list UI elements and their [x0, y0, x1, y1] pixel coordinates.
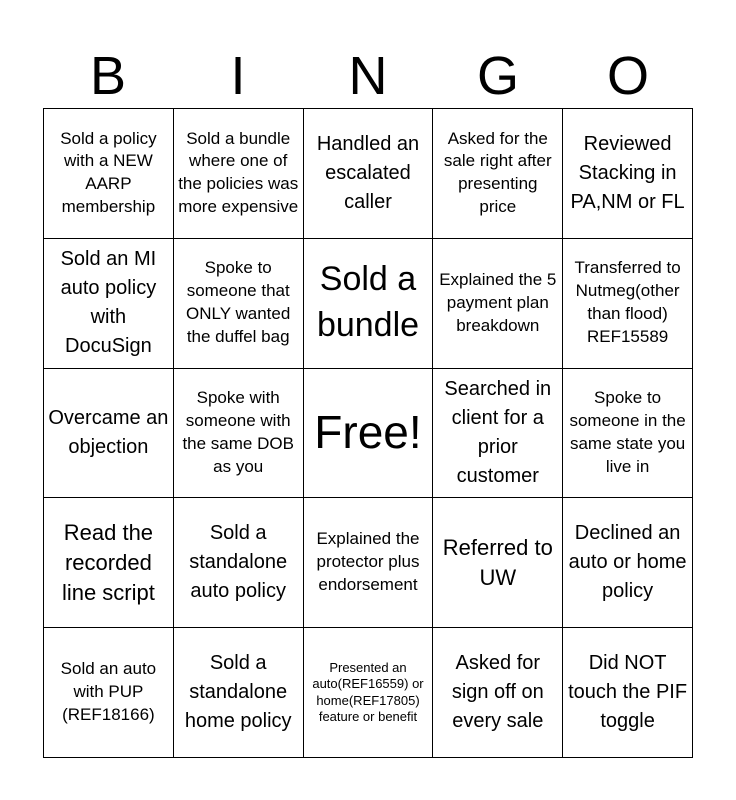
bingo-cell-r2-c5[interactable] — [563, 239, 693, 369]
bingo-cell-r3-c4[interactable] — [433, 369, 563, 499]
bingo-cell-r4-c4[interactable] — [433, 498, 563, 628]
cell-text: Presented an auto(REF16559) or home(REF17805) feature or benefit — [312, 660, 424, 724]
bingo-cell-r2-c4[interactable] — [433, 239, 563, 369]
bingo-cell-r1-c1[interactable] — [44, 109, 174, 239]
bingo-board — [43, 108, 693, 758]
cell-text: Spoke to someone that ONLY wanted the duffel bag — [186, 258, 291, 347]
bingo-cell-r5-c4[interactable] — [433, 628, 563, 758]
bingo-cell-r3-c5[interactable] — [563, 369, 693, 499]
bingo-cell-r2-c1[interactable] — [44, 239, 174, 369]
bingo-cell-r1-c5[interactable] — [563, 109, 693, 239]
cell-text: Asked for sign off on every sale — [451, 652, 544, 733]
bingo-cell-r3-c2[interactable] — [174, 369, 304, 499]
bingo-cell-r5-c2[interactable] — [174, 628, 304, 758]
bingo-cell-r1-c2[interactable] — [174, 109, 304, 239]
bingo-header — [43, 44, 693, 108]
cell-text: Sold a bundle — [316, 260, 420, 345]
bingo-cell-r2-c3[interactable] — [304, 239, 434, 369]
bingo-cell-free[interactable] — [304, 369, 434, 499]
bingo-cell-r4-c2[interactable] — [174, 498, 304, 628]
cell-text: Sold a standalone auto policy — [189, 522, 288, 603]
cell-text: Asked for the sale right after presenting price — [443, 128, 552, 217]
cell-text: Overcame an objection — [48, 406, 169, 458]
cell-text: Sold a policy with a NEW AARP membership — [60, 128, 157, 217]
cell-text: Explained the 5 payment plan breakdown — [439, 269, 557, 335]
bingo-cell-r4-c1[interactable] — [44, 498, 174, 628]
cell-text: Declined an auto or home policy — [568, 522, 687, 603]
cell-text: Reviewed Stacking in PA,NM or FL — [570, 132, 685, 213]
bingo-cell-r5-c3[interactable] — [304, 628, 434, 758]
cell-text: Free! — [314, 406, 422, 459]
cell-text: Handled an escalated caller — [316, 132, 420, 213]
bingo-cell-r3-c1[interactable] — [44, 369, 174, 499]
header-letter-o: O — [606, 46, 649, 106]
header-letter-i: I — [230, 46, 246, 106]
cell-text: Searched in client for a prior customer — [444, 377, 552, 487]
cell-text: Explained the protector plus endorsement — [316, 529, 420, 595]
header-letter-n: N — [348, 46, 388, 106]
bingo-cell-r1-c3[interactable] — [304, 109, 434, 239]
cell-text: Referred to UW — [442, 535, 553, 590]
bingo-cell-r2-c2[interactable] — [174, 239, 304, 369]
cell-text: Sold an auto with PUP (REF18166) — [60, 659, 157, 725]
bingo-cell-r4-c3[interactable] — [304, 498, 434, 628]
cell-text: Spoke with someone with the same DOB as you — [182, 388, 294, 476]
cell-text: Transferred to Nutmeg(other than flood) REF15589 — [574, 258, 681, 347]
bingo-cell-r5-c1[interactable] — [44, 628, 174, 758]
header-letter-g: G — [476, 46, 519, 106]
bingo-cell-r4-c5[interactable] — [563, 498, 693, 628]
bingo-cell-r1-c4[interactable] — [433, 109, 563, 239]
cell-text: Sold a bundle where one of the policies was more expensive — [178, 128, 299, 217]
cell-text: Read the recorded line script — [61, 520, 155, 605]
cell-text: Spoke to someone in the same state you live in — [569, 388, 686, 476]
cell-text: Sold an MI auto policy with DocuSign — [60, 248, 157, 358]
bingo-cell-r5-c5[interactable] — [563, 628, 693, 758]
header-letter-b: B — [89, 46, 127, 106]
cell-text: Did NOT touch the PIF toggle — [568, 652, 688, 733]
cell-text: Sold a standalone home policy — [184, 652, 292, 733]
